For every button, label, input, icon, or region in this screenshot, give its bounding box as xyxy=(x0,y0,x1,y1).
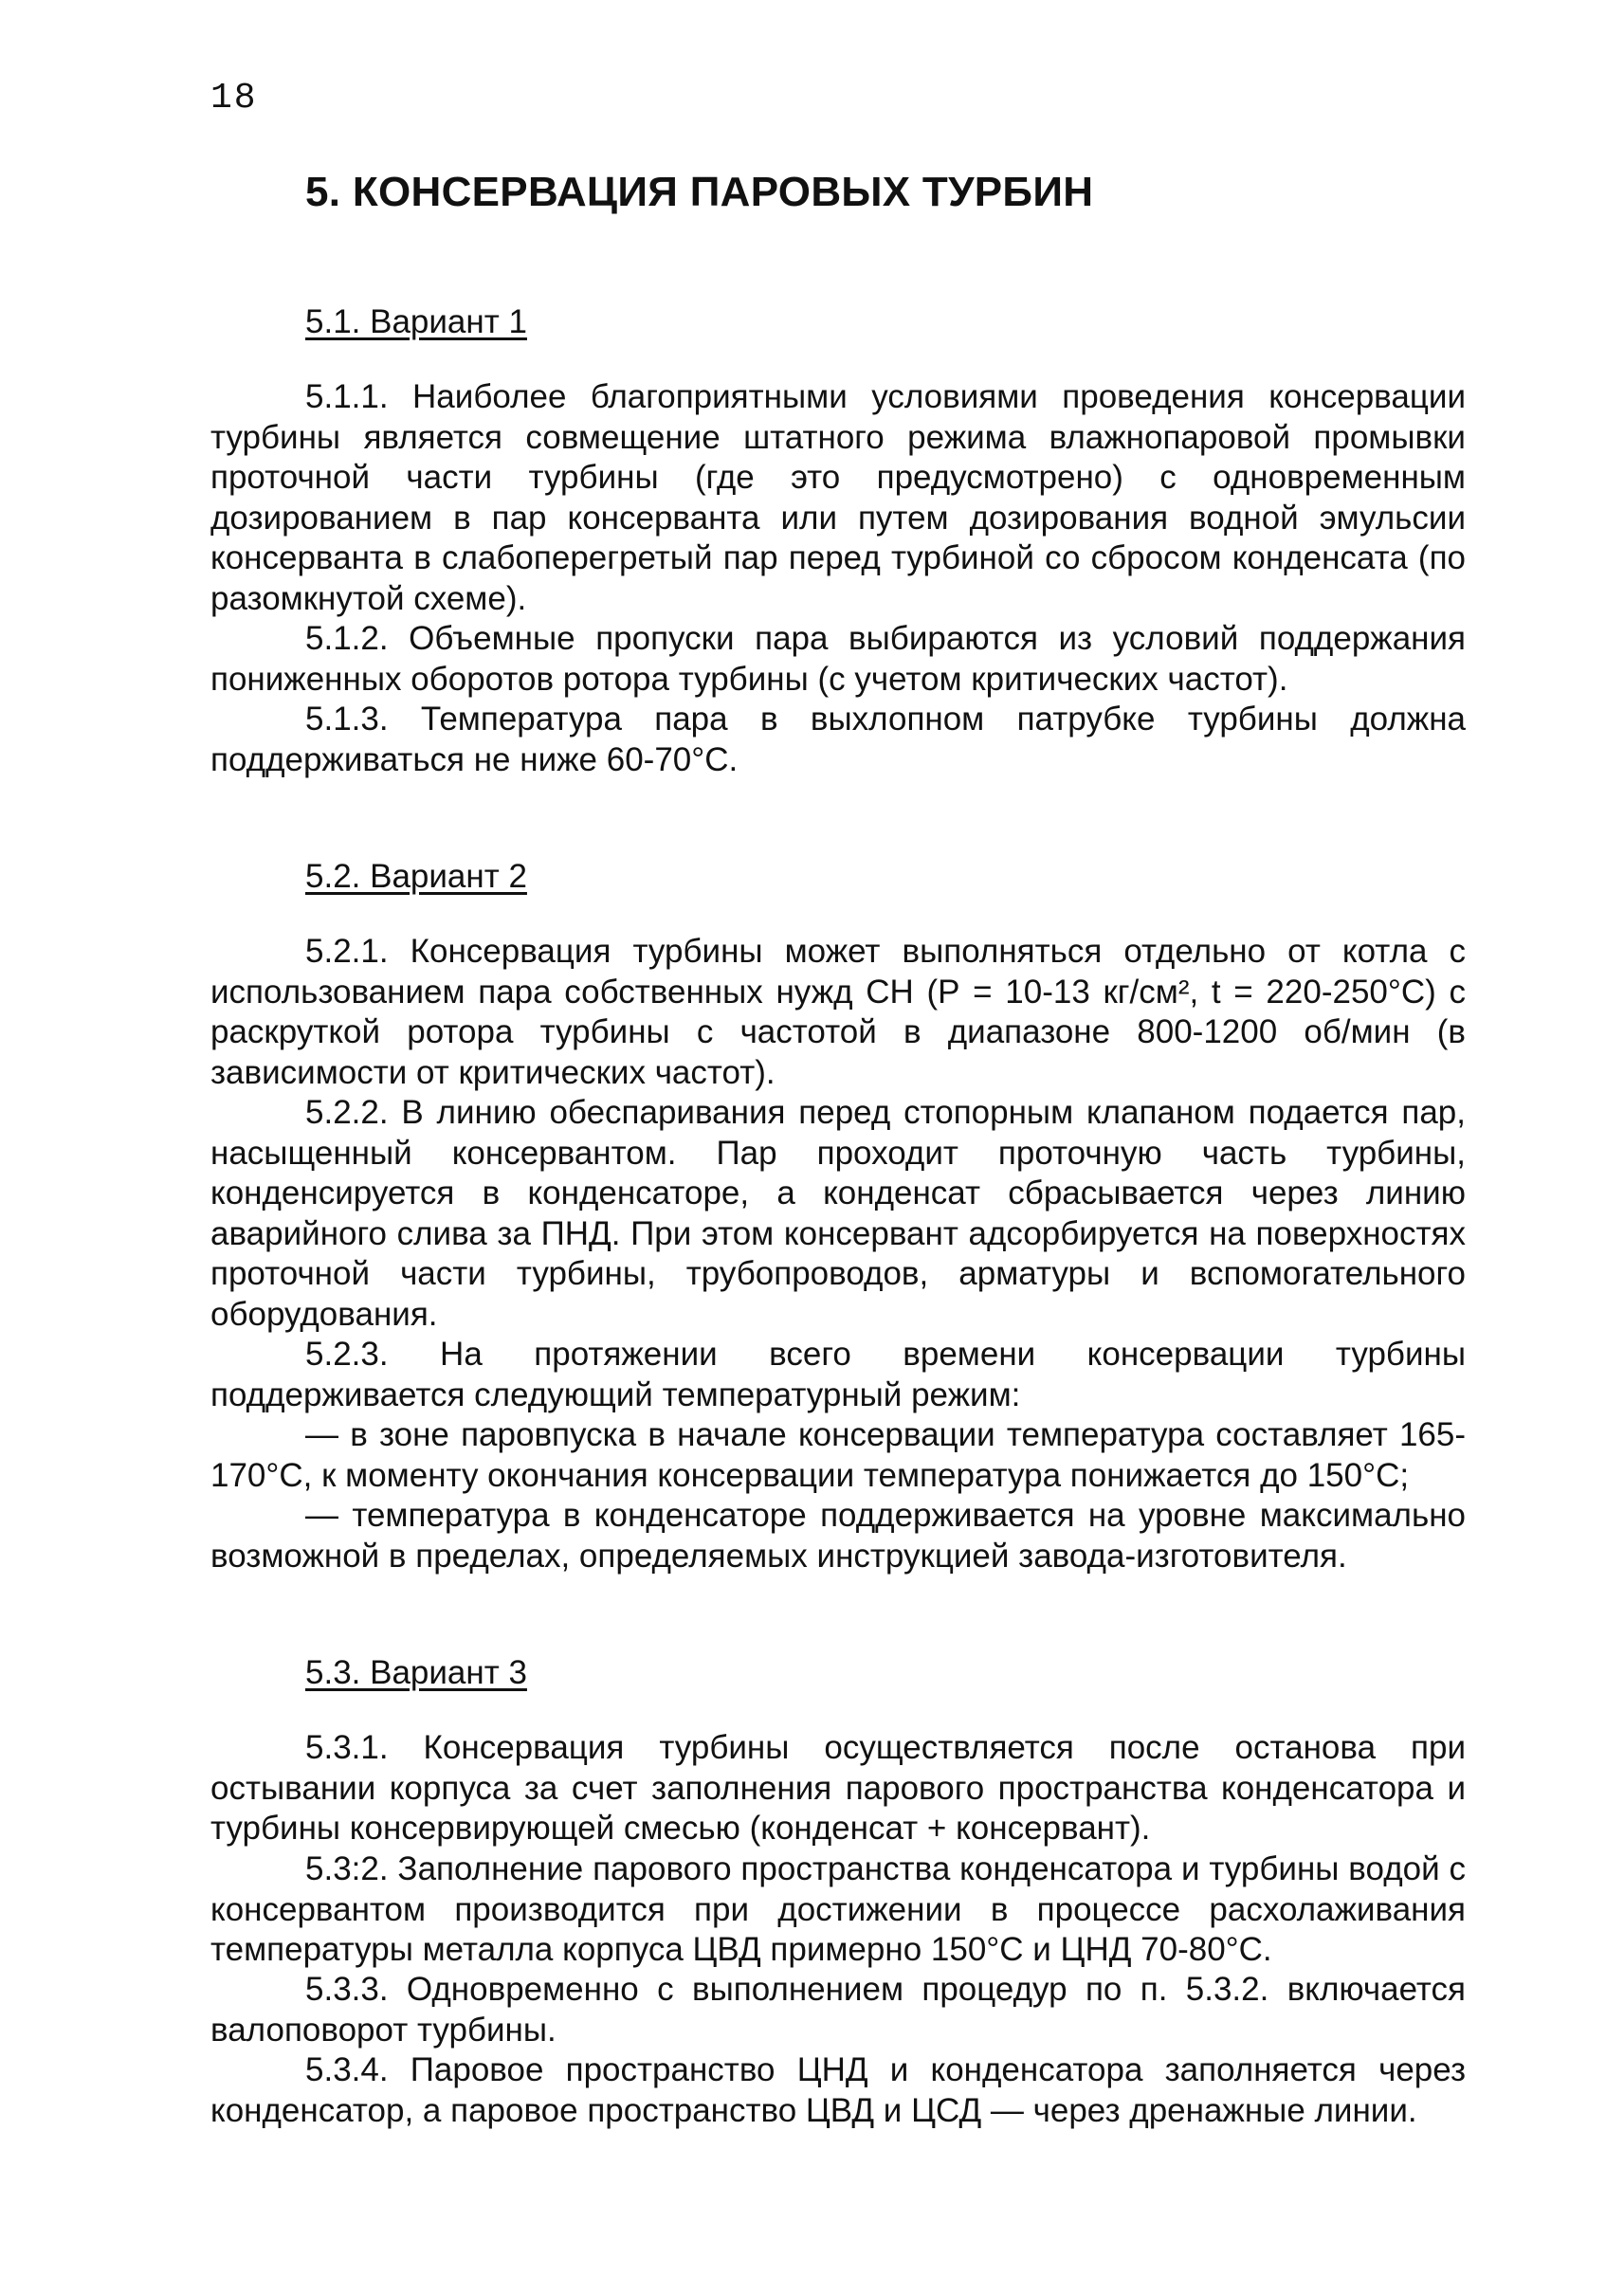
paragraph-5-2-3: 5.2.3. На протяжении всего времени консервации турбины поддерживается следующий температурный режим: xyxy=(210,1336,1466,1413)
section-heading-5-3: 5.3. Вариант 3 xyxy=(305,1654,527,1691)
section-heading-5-2: 5.2. Вариант 2 xyxy=(305,858,527,895)
paragraph-5-3-2: 5.3:2. Заполнение парового пространства конденсатора и турбины водой с консервантом производится при достижении в процессе расхолаживания температуры металла корпуса ЦВД примерно 150°С и ЦНД 70-80°С. xyxy=(210,1850,1466,1968)
section-heading-5-1: 5.1. Вариант 1 xyxy=(305,303,527,340)
paragraph-5-3-1: 5.3.1. Консервация турбины осуществляется после останова при остывании корпуса за счет заполнения парового пространства конденсатора и турбины консервирующей смесью (конденсат + консервант). xyxy=(210,1729,1466,1847)
paragraph-5-3-3: 5.3.3. Одновременно с выполнением процедур по п. 5.3.2. включается валоповорот турбины. xyxy=(210,1971,1466,2049)
chapter-title: 5. КОНСЕРВАЦИЯ ПАРОВЫХ ТУРБИН xyxy=(305,169,1094,215)
paragraph-5-2-2: 5.2.2. В линию обеспаривания перед стопорным клапаном подается пар, насыщенный консервантом. Пар проходит проточную часть турбины, конденсируется в конденсаторе, а конденсат сбрасывается через линию аварийного слива за ПНД. При этом консервант адсорбируется на поверхностях проточной части турбины, трубопроводов, арматуры и вспомогательного оборудования. xyxy=(210,1094,1466,1333)
paragraph-5-2-3-item-1: — в зоне паровпуска в начале консервации температура составляет 165-170°С, к моменту окончания консервации температура понижается до 150°С; xyxy=(210,1416,1466,1494)
page-number: 18 xyxy=(210,78,258,118)
paragraph-5-1-2: 5.1.2. Объемные пропуски пара выбираются из условий поддержания пониженных оборотов ротора турбины (с учетом критических частот). xyxy=(210,620,1466,698)
paragraph-5-3-4: 5.3.4. Паровое пространство ЦНД и конденсатора заполняется через конденсатор, а паровое пространство ЦВД и ЦСД — через дренажные линии. xyxy=(210,2051,1466,2129)
paragraph-5-2-1: 5.2.1. Консервация турбины может выполняться отдельно от котла с использованием пара собственных нужд СН (Р = 10-13 кг/см², t = 220-250°С) с раскруткой ротора турбины с частотой в диапазоне 800-1200 об/мин (в зависимости от критических частот). xyxy=(210,933,1466,1091)
paragraph-5-1-1: 5.1.1. Наиболее благоприятными условиями проведения консервации турбины является совмещение штатного режима влажнопаровой промывки проточной части турбины (где это предусмотрено) с одновременным дозированием в пар консерванта или путем дозирования водной эмульсии консерванта в слабоперегретый пар перед турбиной со сбросом конденсата (по разомкнутой схеме). xyxy=(210,378,1466,617)
paragraph-5-2-3-item-2: — температура в конденсаторе поддерживается на уровне максимально возможной в пределах, определяемых инструкцией завода-изготовителя. xyxy=(210,1497,1466,1575)
paragraph-5-1-3: 5.1.3. Температура пара в выхлопном патрубке турбины должна поддерживаться не ниже 60-70°С. xyxy=(210,701,1466,778)
